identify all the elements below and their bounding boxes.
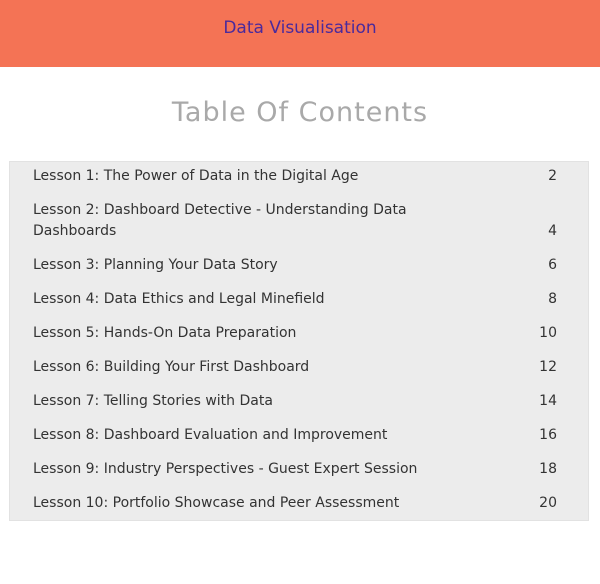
toc-entry-label: Lesson 3: Planning Your Data Story [33, 257, 278, 273]
toc-entry-label: Lesson 6: Building Your First Dashboard [33, 359, 310, 375]
toc-entry-4[interactable] [33, 289, 557, 310]
toc-entry-6[interactable] [33, 357, 557, 378]
toc-entry-label: Lesson 2: Dashboard Detective - Understanding Data Dashboards [33, 202, 407, 239]
toc-entry-page: 20 [539, 495, 557, 511]
toc-entry-page: 6 [548, 257, 557, 273]
toc-entry-8[interactable] [33, 425, 557, 446]
toc-entry-page: 8 [548, 291, 557, 307]
toc-entry-7[interactable] [33, 391, 557, 412]
toc-entry-2[interactable] [33, 200, 557, 242]
toc-entry-page: 18 [539, 461, 557, 477]
toc-entry-page: 16 [539, 427, 557, 443]
toc-entry-page: 4 [548, 223, 557, 239]
toc-entry-page: 10 [539, 325, 557, 341]
toc-entry-label: Lesson 5: Hands-On Data Preparation [33, 325, 297, 341]
toc-entry-page: 14 [539, 393, 557, 409]
document-title: Data Visualisation [223, 18, 377, 38]
toc-entry-label: Lesson 7: Telling Stories with Data [33, 393, 273, 409]
toc-entry-3[interactable] [33, 255, 557, 276]
toc-entry-label: Lesson 8: Dashboard Evaluation and Improvement [33, 427, 388, 443]
toc-entry-10[interactable] [33, 493, 557, 514]
toc-entry-5[interactable] [33, 323, 557, 344]
toc-entry-label: Lesson 1: The Power of Data in the Digital Age [33, 168, 359, 184]
toc-entry-label: Lesson 10: Portfolio Showcase and Peer Assessment [33, 495, 400, 511]
toc-entry-page: 2 [548, 168, 557, 184]
toc-entry-9[interactable] [33, 459, 557, 480]
toc-entry-label: Lesson 9: Industry Perspectives - Guest Expert Session [33, 461, 418, 477]
toc-entry-1[interactable] [33, 166, 557, 187]
toc-heading: Table Of Contents [171, 97, 429, 128]
toc-entry-page: 12 [539, 359, 557, 375]
toc-entry-label: Lesson 4: Data Ethics and Legal Minefield [33, 291, 325, 307]
header-bar [0, 0, 600, 67]
